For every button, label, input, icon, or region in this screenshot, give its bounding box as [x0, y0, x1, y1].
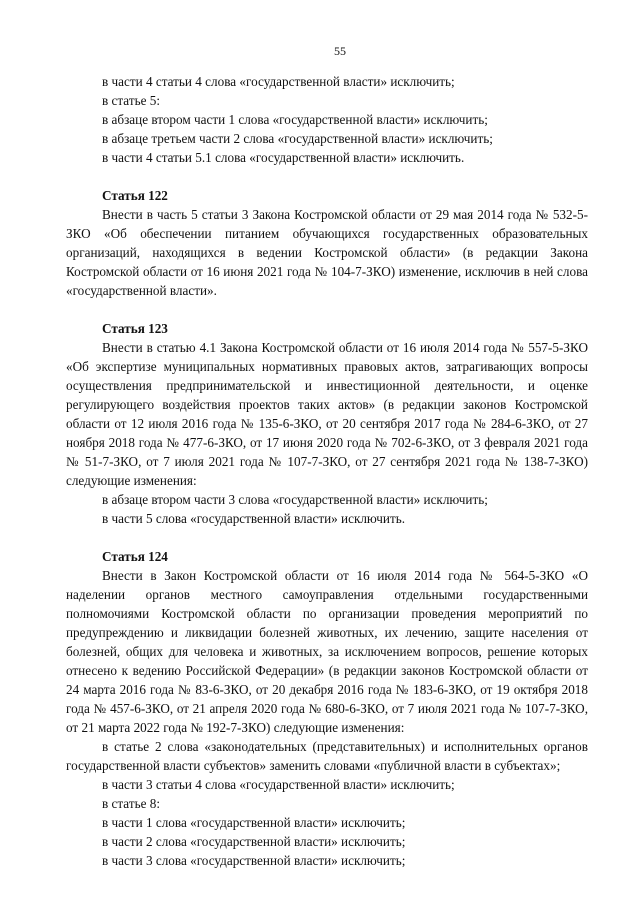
article-item: в статье 2 слова «законодательных (представительных) и исполнительных органов государственной власти субъектов» заменить словами «публичной власти в субъектах»;	[66, 739, 588, 773]
article-heading: Статья 123	[102, 321, 168, 336]
article-item: в статье 8:	[102, 796, 160, 811]
article-body: Внести в статью 4.1 Закона Костромской области от 16 июля 2014 года № 557-5-ЗКО «Об экспертизе муниципальных нормативных правовых актов, затрагивающих вопросы осуществления предпринимательской и инвестиционной деятельности, и оценке регулирующего воздействия проектов таких актов» (в редакции законов Костромской области от 12 июля 2016 года № 135-6-ЗКО, от 20 сентября 2017 года № 284-6-ЗКО, от 27 ноября 2018 года № 477-6-ЗКО, от 17 июня 2020 года № 702-6-ЗКО, от 3 февраля 2021 года № 51-7-ЗКО, от 7 июля 2021 года № 107-7-ЗКО, от 27 сентября 2021 года № 138-7-ЗКО) следующие изменения:	[66, 340, 588, 488]
intro-line: в абзаце третьем части 2 слова «государственной власти» исключить;	[102, 131, 493, 146]
intro-line: в части 4 статьи 5.1 слова «государственной власти» исключить.	[102, 150, 465, 165]
article-item: в части 5 слова «государственной власти» исключить.	[102, 511, 406, 526]
page-number: 55	[334, 44, 346, 58]
document-body	[66, 72, 588, 870]
article-123	[66, 319, 588, 528]
article-heading: Статья 122	[102, 188, 168, 203]
article-item: в части 1 слова «государственной власти» исключить;	[102, 815, 406, 830]
article-122	[66, 186, 588, 300]
article-item: в части 3 статьи 4 слова «государственной власти» исключить;	[102, 777, 455, 792]
spacer	[66, 528, 588, 547]
spacer	[66, 167, 588, 186]
article-heading: Статья 124	[102, 549, 168, 564]
intro-line: в части 4 статьи 4 слова «государственной власти» исключить;	[102, 74, 455, 89]
article-item: в части 3 слова «государственной власти» исключить;	[102, 853, 406, 868]
article-item: в абзаце втором части 3 слова «государственной власти» исключить;	[102, 492, 488, 507]
intro-line: в абзаце втором части 1 слова «государственной власти» исключить;	[102, 112, 488, 127]
spacer	[66, 300, 588, 319]
intro-line: в статье 5:	[102, 93, 160, 108]
article-124	[66, 547, 588, 870]
article-body: Внести в Закон Костромской области от 16 июля 2014 года № 564-5-ЗКО «О наделении органов местного самоуправления отдельными государственными полномочиями Костромской области по организации проведения мероприятий по предупреждению и ликвидации болезней животных, их лечению, защите населения от болезней, общих для человека и животных, за исключением вопросов, решение которых отнесено к ведению Российской Федерации» (в редакции законов Костромской области от 24 марта 2016 года № 83-6-ЗКО, от 20 декабря 2016 года № 183-6-ЗКО, от 19 октября 2018 года № 457-6-ЗКО, от 21 апреля 2020 года № 680-6-ЗКО, от 7 июля 2021 года № 107-7-ЗКО, от 21 марта 2022 года № 192-7-ЗКО) следующие изменения:	[66, 568, 588, 735]
article-item: в части 2 слова «государственной власти» исключить;	[102, 834, 406, 849]
article-body: Внести в часть 5 статьи 3 Закона Костромской области от 29 мая 2014 года № 532-5-ЗКО «Об обеспечении питанием обучающихся государственных образовательных организаций, находящихся в ведении Костромской области» (в редакции Закона Костромской области от 16 июня 2021 года № 104-7-ЗКО) изменение, исключив в ней слова «государственной власти».	[66, 207, 588, 298]
